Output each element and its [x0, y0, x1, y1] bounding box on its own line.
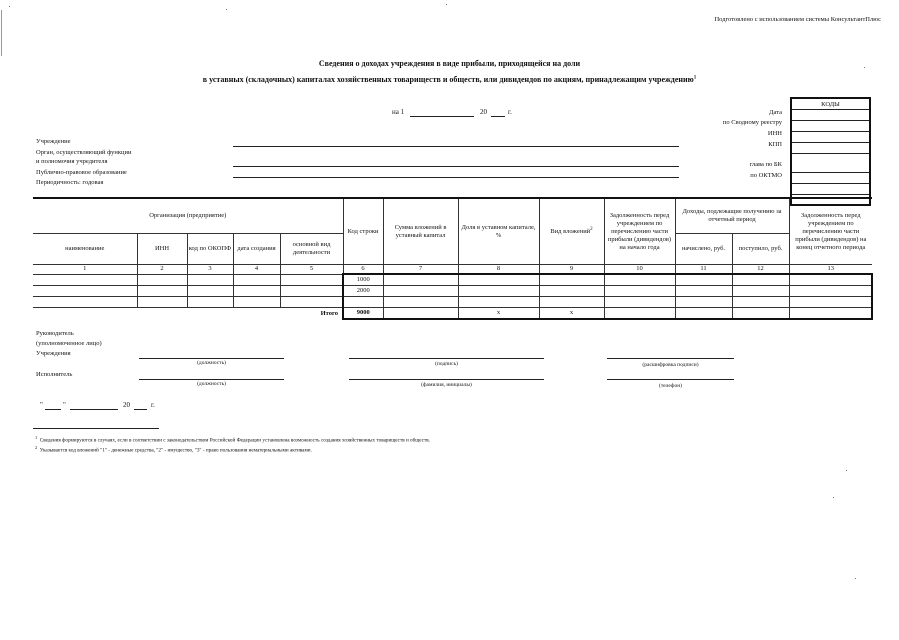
head-decoding-field[interactable]: [607, 358, 734, 359]
cell[interactable]: [789, 274, 872, 286]
col-date: дата создания: [233, 234, 280, 265]
cell[interactable]: [233, 297, 280, 308]
head-label-3: Учреждения: [36, 350, 71, 357]
cell[interactable]: [675, 297, 732, 308]
total-accrued[interactable]: [675, 308, 732, 320]
caption-position-2: (должность): [197, 381, 226, 387]
date-year-prefix: 20: [480, 108, 487, 116]
cell[interactable]: [280, 286, 343, 297]
caption-phone: (телефон): [658, 383, 683, 389]
label-oktmo: по ОКТМО: [750, 172, 782, 179]
col-code: Код строки: [343, 198, 383, 265]
title-line-1: Сведения о доходах учреждения в виде прибыли, приходящейся на доли: [318, 59, 581, 68]
cell[interactable]: [187, 286, 233, 297]
total-received[interactable]: [732, 308, 789, 320]
sig-date-g: г.: [151, 401, 155, 409]
cell[interactable]: [137, 274, 187, 286]
executor-name-field[interactable]: [349, 379, 544, 380]
scan-speck: [833, 497, 834, 498]
scan-speck: [9, 6, 10, 7]
col-num: 8: [458, 265, 539, 275]
cell[interactable]: [789, 286, 872, 297]
total-row: [33, 308, 872, 320]
col-name: наименование: [33, 234, 137, 265]
label-kpp: КПП: [768, 141, 782, 148]
cell[interactable]: [539, 286, 604, 297]
cell[interactable]: [137, 286, 187, 297]
label-inn: ИНН: [767, 130, 782, 137]
col-received: поступило, руб.: [732, 234, 789, 265]
caption-position: (должность): [197, 360, 226, 366]
code-inn[interactable]: [791, 132, 870, 143]
total-code: 9000: [343, 308, 383, 320]
label-founder-2: и полномочия учредителя: [36, 158, 108, 165]
footnote-separator: [33, 428, 159, 429]
total-debt-end[interactable]: [789, 308, 872, 320]
col-income: Доходы, подлежащие получению за отчетный период: [675, 198, 789, 234]
scan-speck: [864, 67, 865, 68]
col-num: 11: [675, 265, 732, 275]
sig-date-quote-open: ": [40, 401, 43, 409]
col-accrued: начислено, руб.: [675, 234, 732, 265]
col-activity: основной вид деятельности: [280, 234, 343, 265]
col-num: 5: [280, 265, 343, 275]
cell[interactable]: [187, 297, 233, 308]
date-year-field[interactable]: [491, 116, 505, 117]
cell[interactable]: [732, 286, 789, 297]
table-row: [33, 297, 872, 308]
cell[interactable]: [604, 274, 675, 286]
code-date[interactable]: [791, 110, 870, 121]
caption-decoding: (расшифровка подписи): [642, 362, 699, 368]
date-day-month-field[interactable]: [410, 116, 474, 117]
scan-speck: [446, 4, 447, 5]
col-type: Вид вложений$^2$: [539, 198, 604, 265]
cell[interactable]: [604, 286, 675, 297]
scan-edge: [1, 10, 2, 56]
cell[interactable]: [458, 297, 539, 308]
date-prefix: на 1: [392, 108, 405, 116]
institution-field[interactable]: [233, 146, 679, 147]
codes-box: [790, 97, 871, 206]
head-label-1: Руководитель: [36, 330, 74, 337]
cell[interactable]: [233, 286, 280, 297]
cell[interactable]: [137, 297, 187, 308]
cell[interactable]: [33, 274, 137, 286]
scan-speck: [855, 578, 856, 579]
total-debt-start[interactable]: [604, 308, 675, 320]
col-num: 2: [137, 265, 187, 275]
executor-position-field[interactable]: [139, 379, 284, 380]
col-debt-end: Задолженность перед учреждением по перечислению части прибыли (дивидендов) на конец отчетного периода: [789, 198, 872, 265]
title-line-2: в уставных (складочных) капиталах хозяйственных товариществ и обществ, или дивидендов по акциям, принадлежащим учреждению$^1$: [202, 75, 697, 84]
col-num: 4: [233, 265, 280, 275]
total-label: Итого: [320, 309, 339, 317]
col-num: 10: [604, 265, 675, 275]
total-sum[interactable]: [383, 308, 458, 320]
scan-speck: [846, 470, 847, 471]
caption-name: (фамилия, инициалы): [421, 382, 472, 388]
scan-speck: [226, 9, 227, 10]
col-num: 13: [789, 265, 872, 275]
cell[interactable]: [33, 297, 137, 308]
footnote-1: $^1$ Сведения формируются в случаях, если в соответствии с законодательством Российской Федерации установлена возможность создания хозяйственных товариществ и обществ.: [35, 435, 431, 444]
cell[interactable]: [539, 274, 604, 286]
col-num: 6: [343, 265, 383, 275]
cell[interactable]: [675, 274, 732, 286]
label-institution: Учреждение: [36, 138, 71, 145]
col-sum: Сумма вложений в уставный капитал: [383, 198, 458, 265]
label-bk: глава по БК: [749, 161, 782, 168]
cell[interactable]: [732, 274, 789, 286]
total-share-x: x: [458, 308, 539, 320]
label-date: Дата: [769, 109, 782, 116]
sig-date-quote-close: ": [63, 401, 66, 409]
sig-date-year-field[interactable]: [134, 409, 147, 410]
cell[interactable]: [539, 297, 604, 308]
code-blank[interactable]: [791, 154, 870, 173]
col-num: 1: [33, 265, 137, 275]
col-share: Доля в уставном капитале, %: [458, 198, 539, 265]
col-num: 12: [732, 265, 789, 275]
table-row: [33, 286, 872, 297]
label-public-entity: Публично-правовое образование: [36, 169, 127, 176]
cell[interactable]: [675, 286, 732, 297]
cell[interactable]: [33, 286, 137, 297]
col-okopf: код по ОКОПФ: [187, 234, 233, 265]
sig-date-year-prefix: 20: [123, 401, 130, 409]
col-inn: ИНН: [137, 234, 187, 265]
head-label-2: (уполномоченное лицо): [36, 340, 102, 347]
source-note: Подготовлено с использованием системы КонсультантПлюс: [714, 16, 881, 23]
label-periodicity: Периодичность: годовая: [36, 179, 104, 186]
public-entity-field[interactable]: [233, 177, 679, 178]
cell[interactable]: [280, 274, 343, 286]
sig-date-month-field[interactable]: [70, 409, 118, 410]
footnote-2: $^2$ Указывается код вложений "1" - денежные средства, "2" - имущество, "3" - право пользования нематериальными активами.: [35, 445, 312, 454]
col-debt-start: Задолженность перед учреждением по перечислению части прибыли (дивидендов) на начало года: [604, 198, 675, 265]
code-kpp[interactable]: [791, 143, 870, 154]
code-oktmo[interactable]: [791, 184, 870, 195]
row-code: 2000: [343, 286, 383, 297]
codes-header: КОДЫ: [791, 98, 870, 110]
head-signature-field[interactable]: [349, 358, 544, 359]
table-row: [33, 274, 872, 286]
cell[interactable]: [280, 297, 343, 308]
row-code-blank: [343, 297, 383, 308]
org-header: Организация (предприятие): [33, 198, 343, 234]
label-founder-1: Орган, осуществляющий функции: [36, 149, 132, 156]
total-type-x: x: [539, 308, 604, 320]
founder-field[interactable]: [233, 166, 679, 167]
head-position-field[interactable]: [139, 358, 284, 359]
caption-signature: (подпись): [435, 361, 458, 367]
col-num: 7: [383, 265, 458, 275]
sig-date-day-field[interactable]: [45, 409, 61, 410]
cell[interactable]: [383, 274, 458, 286]
cell[interactable]: [604, 297, 675, 308]
col-num: 9: [539, 265, 604, 275]
cell[interactable]: [789, 297, 872, 308]
cell[interactable]: [187, 274, 233, 286]
executor-label: Исполнитель: [36, 371, 73, 378]
label-registry: по Сводному реестру: [722, 119, 782, 126]
investments-table: [33, 197, 873, 320]
cell[interactable]: [458, 274, 539, 286]
date-suffix: г.: [508, 108, 512, 116]
code-registry[interactable]: [791, 121, 870, 132]
executor-phone-field[interactable]: [607, 379, 734, 380]
cell[interactable]: [732, 297, 789, 308]
row-code: 1000: [343, 274, 383, 286]
cell[interactable]: [233, 274, 280, 286]
cell[interactable]: [383, 286, 458, 297]
code-bk[interactable]: [791, 173, 870, 184]
cell[interactable]: [458, 286, 539, 297]
col-num: 3: [187, 265, 233, 275]
cell[interactable]: [383, 297, 458, 308]
